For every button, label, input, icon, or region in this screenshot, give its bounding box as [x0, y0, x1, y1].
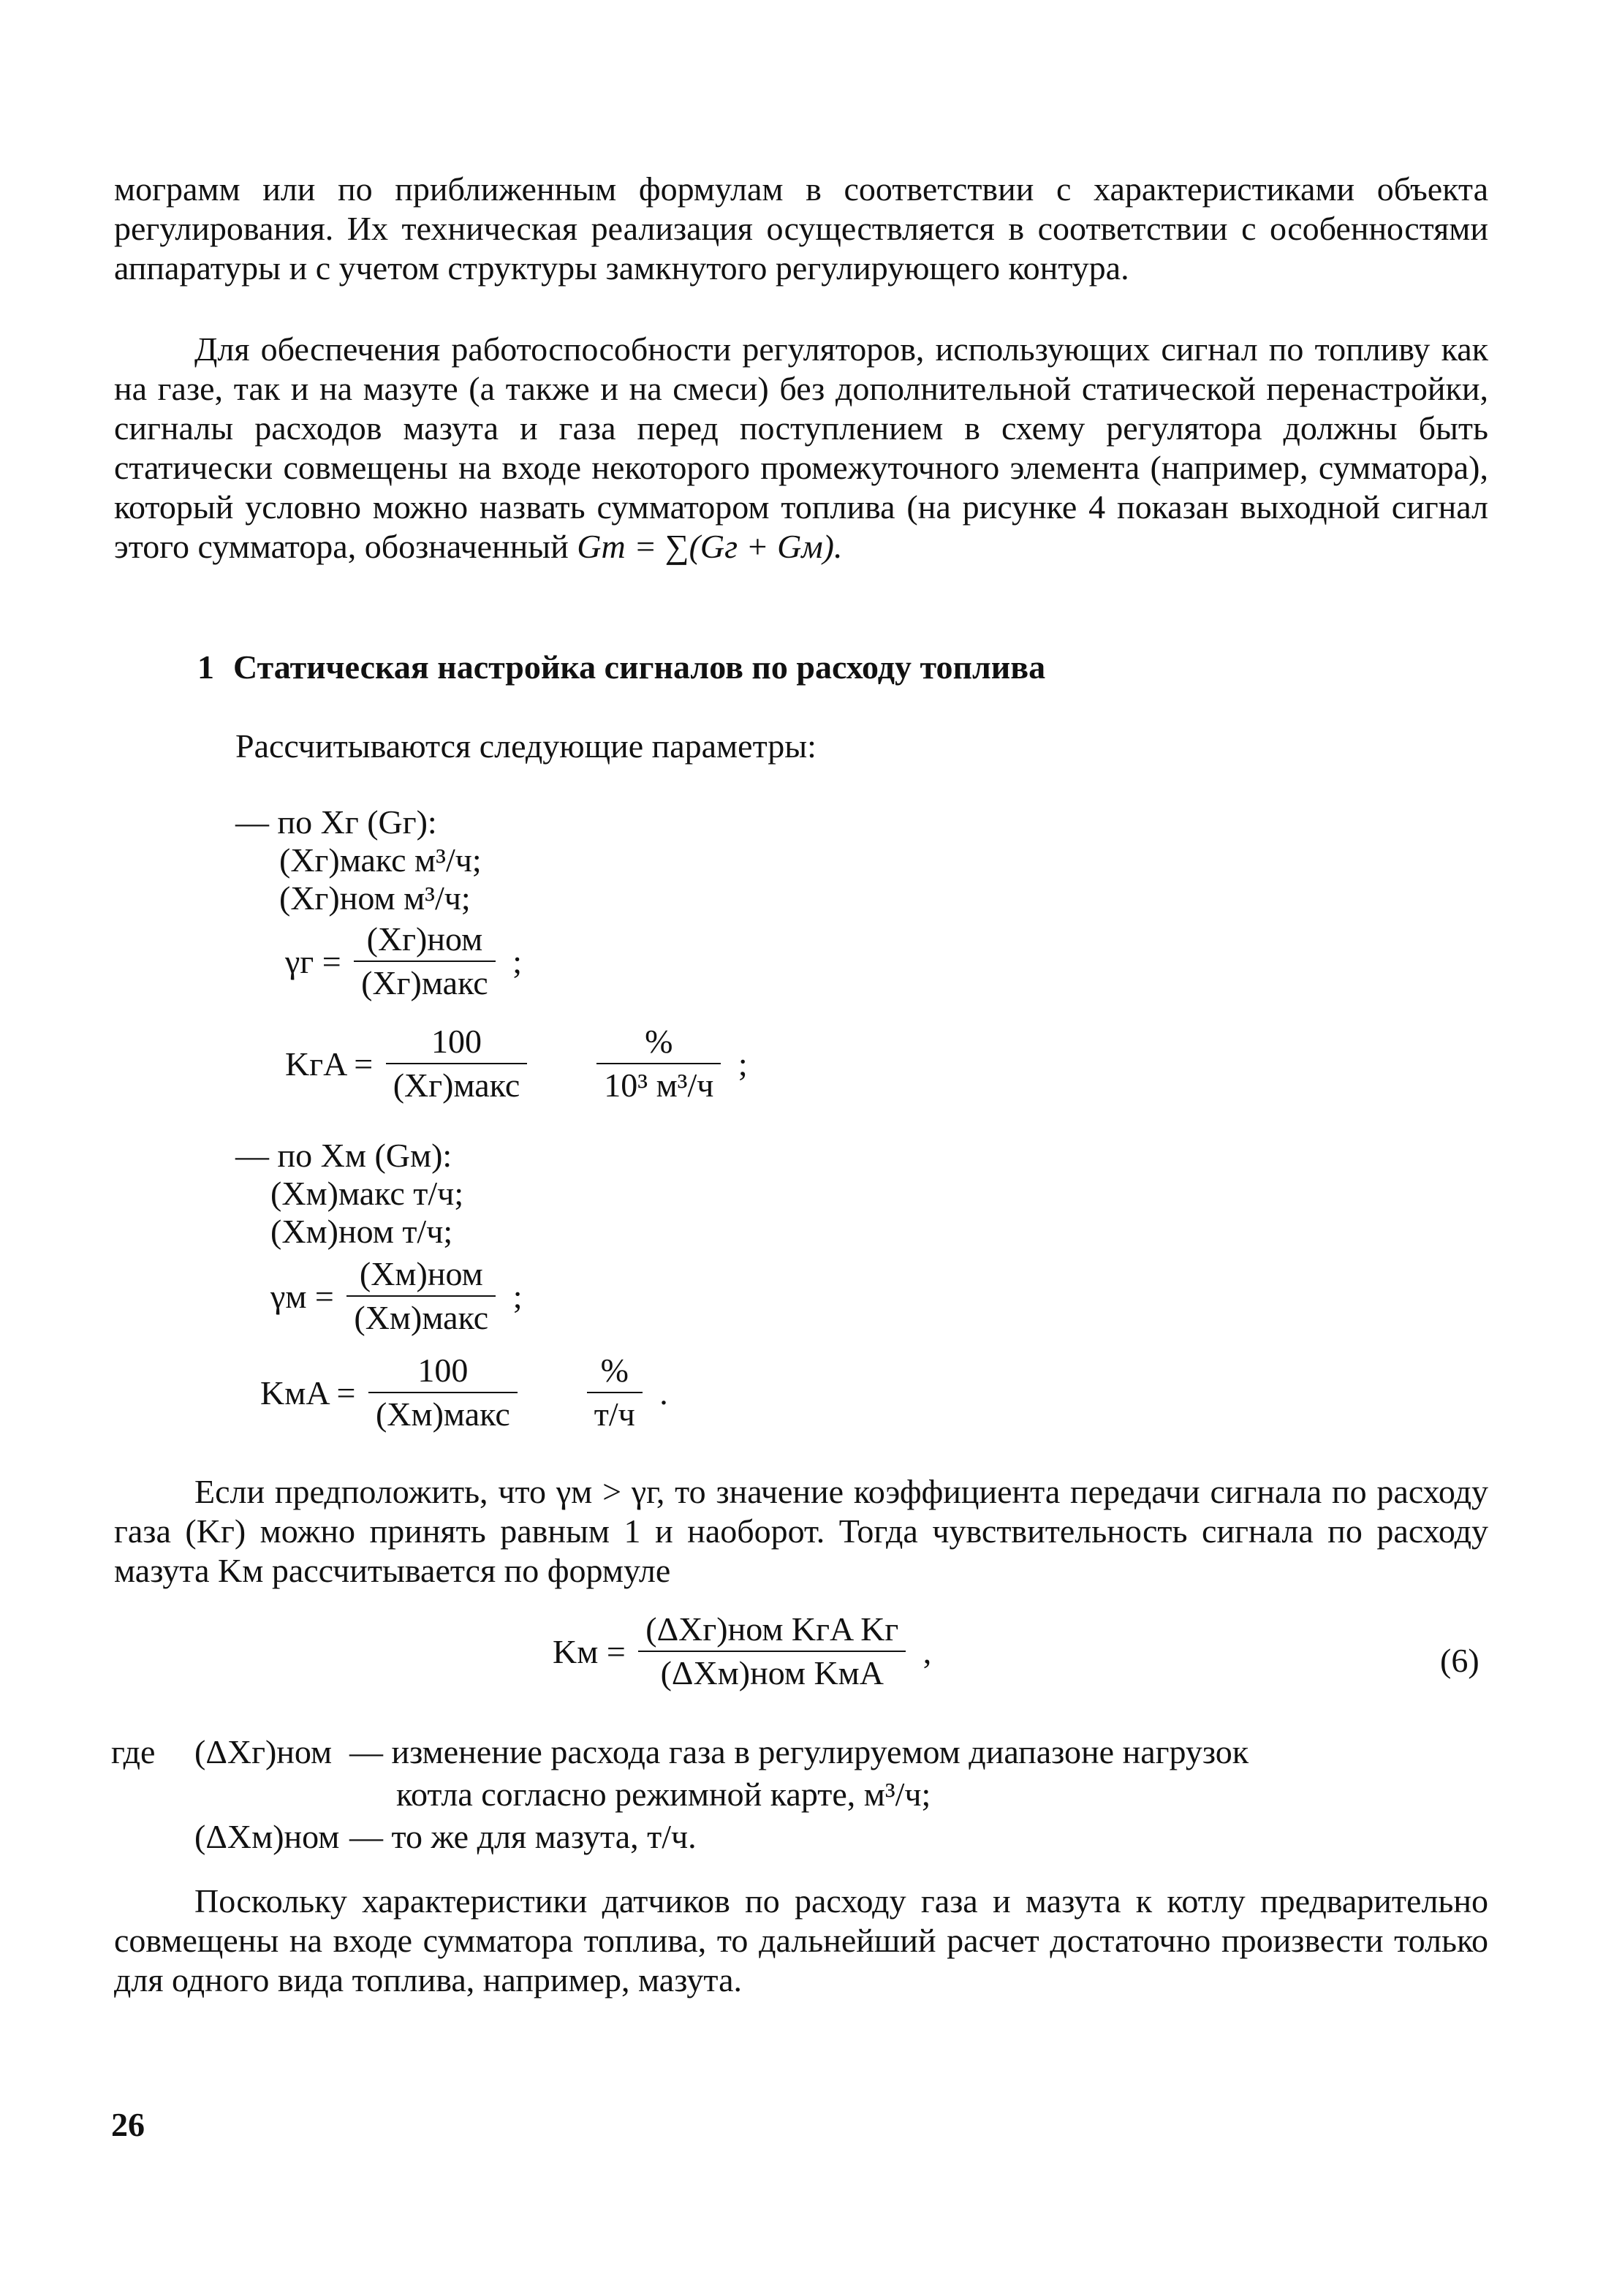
gas-k-denominator: (Xг)макс [393, 1066, 520, 1104]
intro-line: Рассчитываются следующие параметры: [235, 727, 817, 765]
fuel-max: (Xм)макс т/ч; [270, 1175, 464, 1212]
fuel-gamma-end: ; [512, 1277, 523, 1315]
gas-k-label: KгA = [285, 1045, 374, 1083]
eq6-label: Kм = [553, 1632, 626, 1670]
gas-k-unit-denominator: 10³ м³/ч [604, 1066, 714, 1104]
paragraph-3: Если предположить, что γм > γг, то значение коэффициента передачи сигнала по расходу газа (Kг) можно принять равным 1 и наоборот. Тогда чувствительность сигнала по расходу мазута Kм рассчитывается по формуле [114, 1473, 1488, 1589]
fuel-k-fraction [368, 1349, 518, 1436]
gas-nom: (Xг)ном м³/ч; [279, 879, 471, 917]
eq6-numerator: (ΔXг)ном KгA Kг [638, 1608, 906, 1652]
gas-gamma-denominator: (Xг)макс [361, 964, 488, 1001]
paragraph-1: мограмм или по приближенным формулам в соответствии с характеристиками объекта регулирования. Их техническая реализация осуществляется в соответствии с особенностями аппаратуры и с учетом структуры замкнутого регулирующего контура. [114, 170, 1488, 287]
fuel-gamma-formula [270, 1253, 522, 1339]
equation-number: (6) [1440, 1642, 1480, 1679]
paragraph-2-text: Для обеспечения работоспособности регуляторов, использующих сигнал по топливу как на газе, так и на мазуте (а также и на смеси) без дополнительной статической перенастройки, сигналы расходов мазута и газа перед поступлением в схему регулятора должны быть статически совмещены на входе некоторого промежуточного элемента (например, сумматора), который условно можно назвать сумматором топлива (на рисунке 4 показан выходной сигнал этого сумматора, обозначенный [114, 330, 1488, 565]
where-desc-1a: — изменение расхода газа в регулируемом диапазоне нагрузок [349, 1733, 1249, 1770]
where-desc-1b: котла согласно режимной карте, м³/ч; [396, 1776, 931, 1813]
eq6-denominator: (ΔXм)ном KмA [660, 1654, 884, 1691]
page-number: 26 [111, 2106, 145, 2143]
fuel-k-unit-fraction [587, 1349, 643, 1436]
equation-6 [553, 1608, 931, 1694]
gas-gamma-end: ; [512, 942, 522, 980]
gas-k-unit-numerator: % [596, 1020, 721, 1064]
fuel-title: — по Xм (Gм): [235, 1137, 452, 1174]
gas-gamma-fraction [354, 918, 496, 1004]
where-term-1: (ΔXг)ном [194, 1733, 333, 1770]
section-heading [197, 648, 1045, 686]
fuel-gamma-fraction [346, 1253, 496, 1339]
fuel-gamma-numerator: (Xм)ном [346, 1253, 496, 1297]
fuel-gamma-denominator: (Xм)макс [354, 1299, 489, 1336]
fuel-k-end: . [659, 1374, 668, 1412]
gas-gamma-numerator: (Xг)ном [354, 918, 496, 962]
gas-k-formula [285, 1020, 748, 1107]
section-title: Статическая настройка сигналов по расходу топлива [233, 648, 1046, 686]
paragraph-2-formula: Gт = ∑(Gг + Gм). [577, 528, 843, 565]
gas-k-fraction [386, 1020, 528, 1107]
gas-max: (Xг)макс м³/ч; [279, 841, 482, 879]
fuel-k-unit-denominator: т/ч [594, 1395, 635, 1433]
where-term-2: (ΔXм)ном [194, 1818, 340, 1855]
paragraph-4: Поскольку характеристики датчиков по расходу газа и мазута к котлу предварительно совмещены на входе сумматора топлива, то дальнейший расчет достаточно произвести только для одного вида топлива, например, мазута. [114, 1882, 1488, 1998]
fuel-k-formula [260, 1349, 668, 1436]
fuel-gamma-label: γм = [270, 1277, 334, 1315]
fuel-k-denominator: (Xм)макс [375, 1395, 510, 1433]
gas-k-unit-fraction [596, 1020, 721, 1107]
fuel-nom: (Xм)ном т/ч; [270, 1213, 453, 1250]
eq6-end: , [922, 1632, 932, 1670]
gas-gamma-label: γг = [285, 942, 341, 980]
fuel-k-numerator: 100 [368, 1349, 518, 1393]
gas-k-numerator: 100 [386, 1020, 528, 1064]
gas-gamma-formula [285, 918, 522, 1004]
eq6-fraction [638, 1608, 906, 1694]
fuel-k-unit-numerator: % [587, 1349, 643, 1393]
fuel-k-label: KмA = [260, 1374, 356, 1412]
where-word: где [111, 1733, 156, 1770]
where-desc-2: — то же для мазута, т/ч. [349, 1818, 697, 1855]
gas-k-end: ; [738, 1045, 748, 1083]
gas-title: — по Xг (Gг): [235, 803, 437, 841]
paragraph-2 [114, 330, 1488, 567]
section-number: 1 [197, 648, 214, 686]
